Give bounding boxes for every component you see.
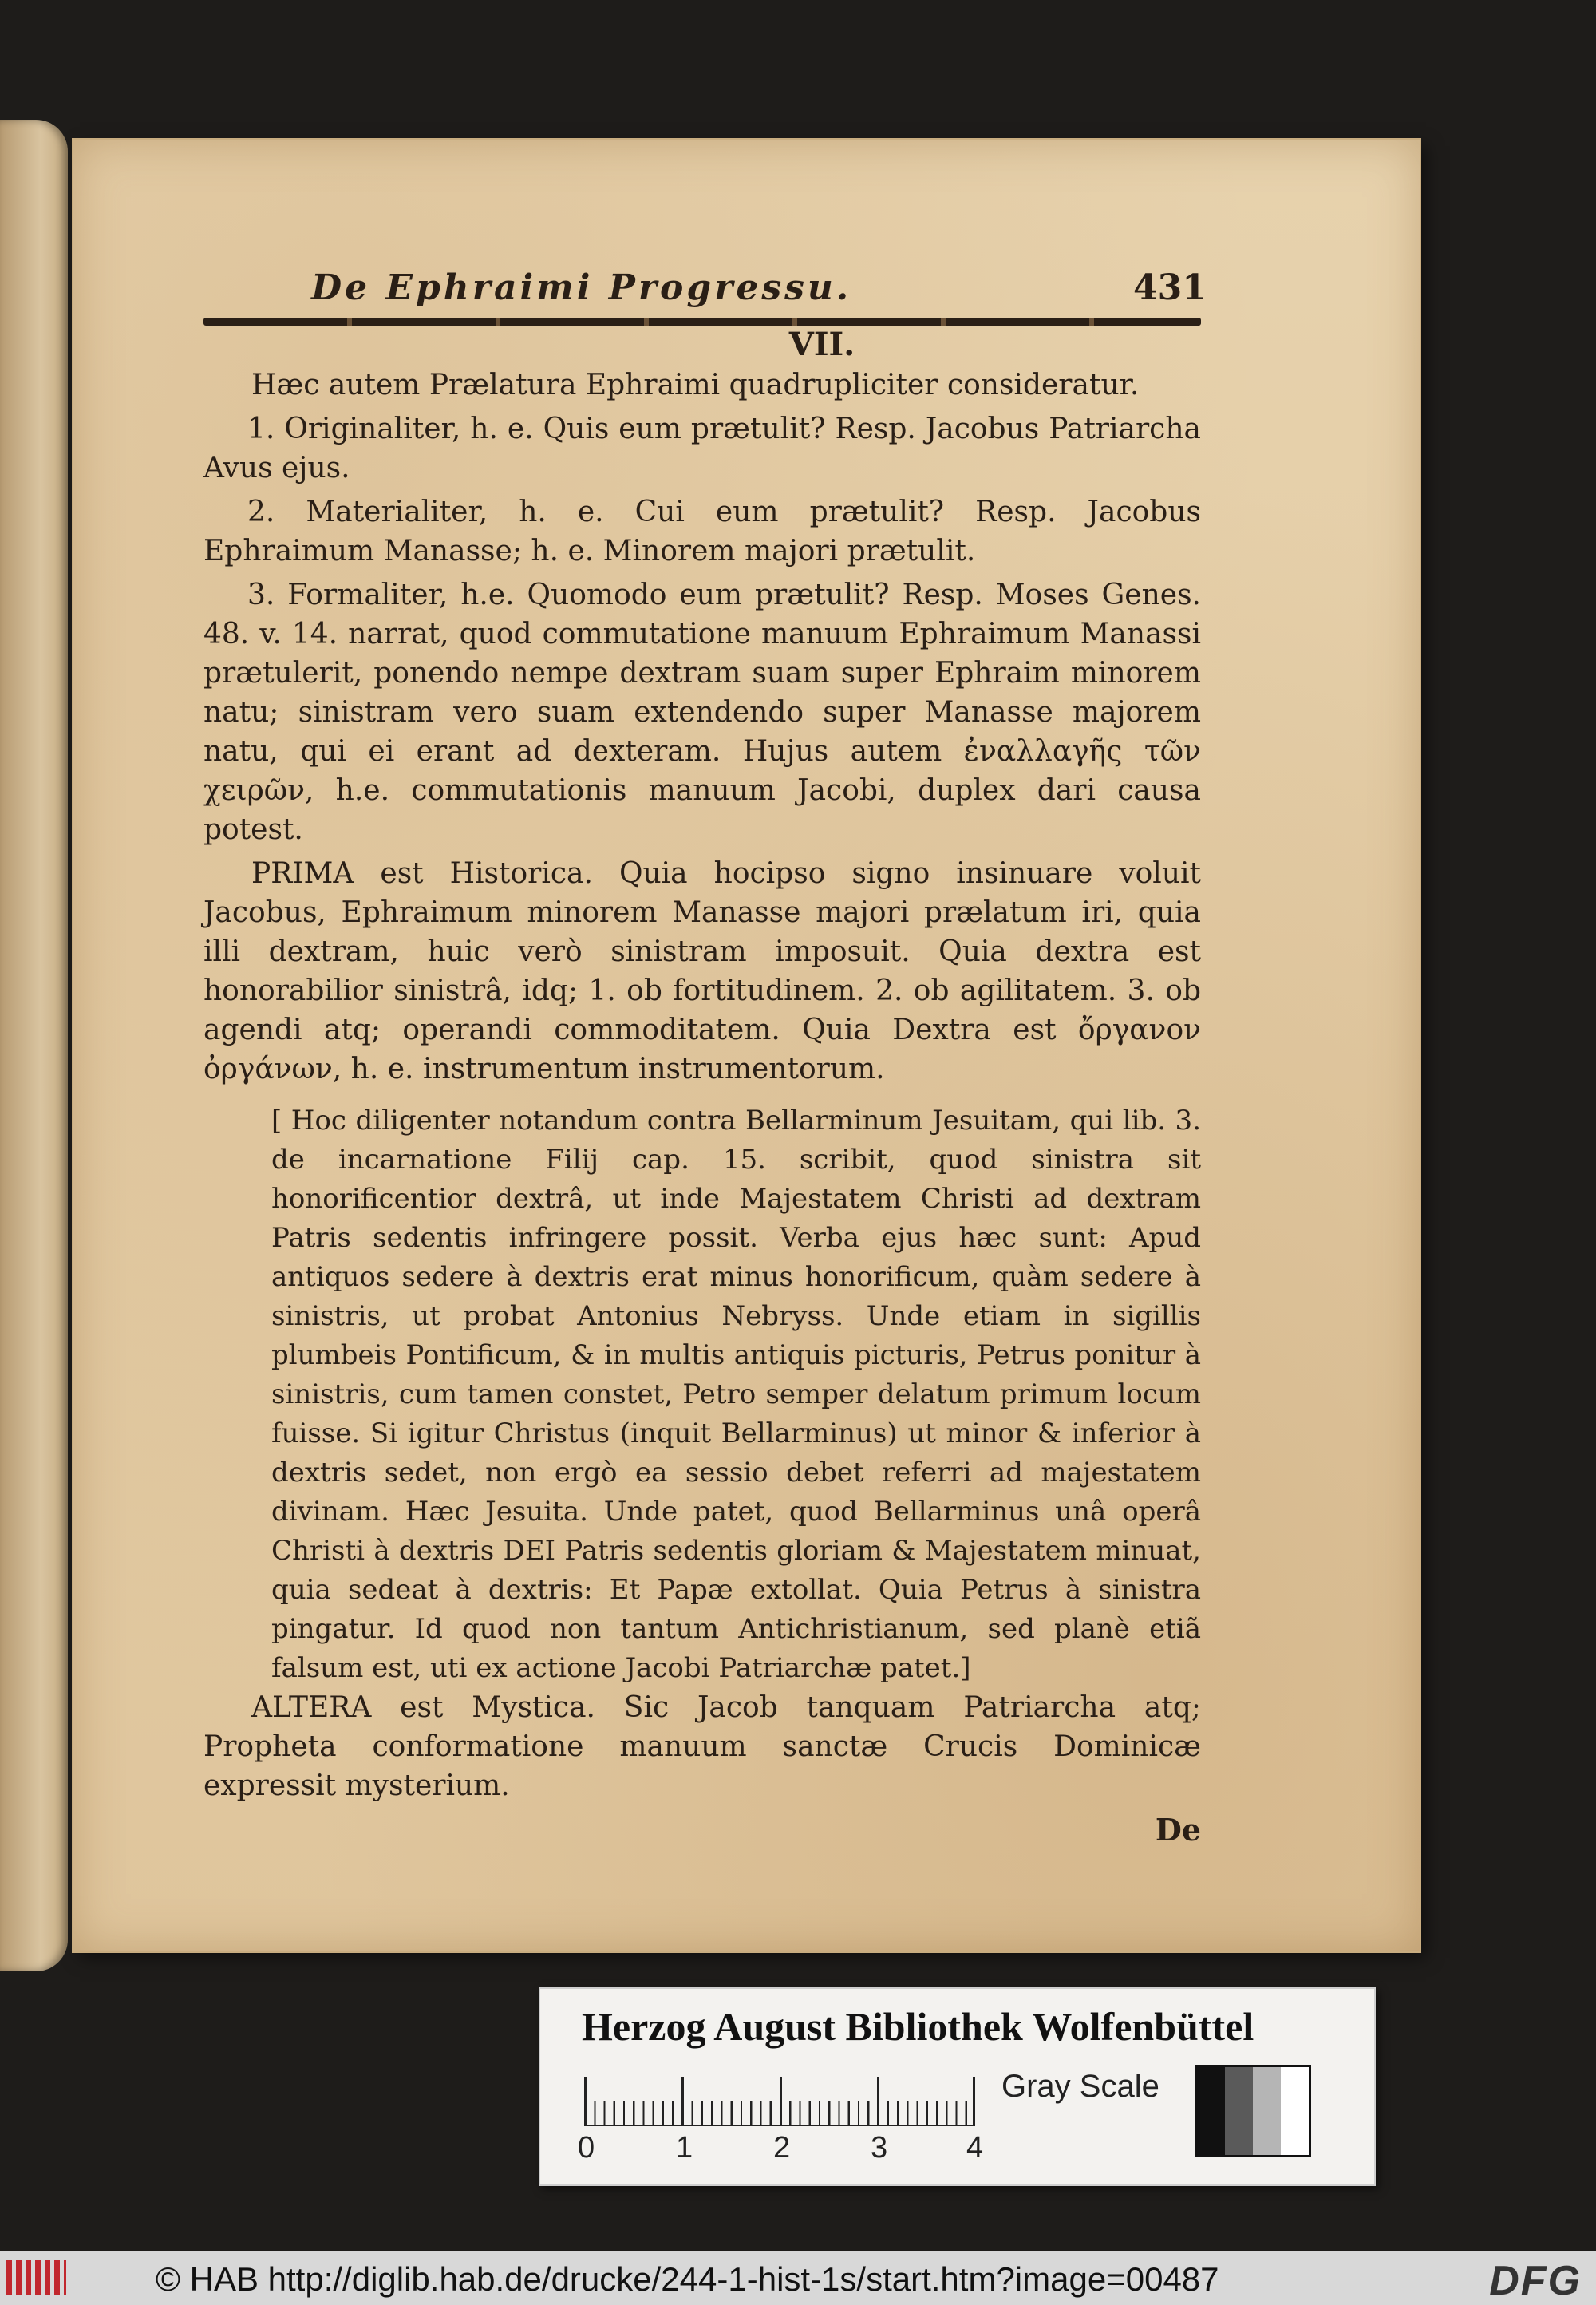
ruler-label-2: 2	[773, 2131, 791, 2165]
bracket-note: [ Hoc diligenter notandum contra Bellarminum Jesuitam, qui lib. 3. de incarnatione Filij cap. 15. scribit, quod sinistra sit honorificentior dextrâ, ut inde Majestatem Christi ad dextram Patris sedentis infringere possit. Verba ejus hæc sunt: Apud antiquos sedere à dextris erat minus honorificum, quàm sedere à sinistris, ut probat Antonius Nebryss. Unde etiam in sigillis plumbeis Pontificum, & in multis antiquis picturis, Petrus ponitur à sinistris, cum tamen constet, Petro semper delatum primum locum fuisse. Si igitur Christus (inquit Bellarminus) ut minor & inferior à dextris sedet, non ergò ea sessio debet referri ad majestatem divinam. Hæc Jesuita. Unde patet, quod Bellarminus unâ operâ Christi à dextris DEI Patris sedentis gloriam & Majestatem minuat, quia sedeat à dextris: Et Papæ extollat. Quia Petrus à sinistra pingatur. Id quod non tantum Antichristianum, sed planè etiã falsum est, uti ex actione Jacobi Patriarchæ patet.]	[271, 1105, 1201, 1684]
gray-swatches	[1195, 2065, 1311, 2157]
catchword: De	[1155, 1812, 1201, 1848]
ruler-label-4: 4	[966, 2131, 984, 2165]
running-head: De Ephraimi Progressu.	[311, 267, 852, 308]
hab-logo-icon	[6, 2260, 66, 2295]
ruler-label-3: 3	[871, 2131, 888, 2165]
swatch-black	[1197, 2067, 1225, 2155]
swatch-white	[1281, 2067, 1309, 2155]
body-text	[203, 366, 1201, 1849]
color-scale-card	[539, 1987, 1376, 2186]
dfg-logo: DFG	[1489, 2258, 1582, 2304]
library-name: Herzog August Bibliothek Wolfenbüttel	[582, 2004, 1254, 2049]
gray-scale-label: Gray Scale	[1001, 2069, 1159, 2104]
footer-bar	[0, 2251, 1596, 2305]
facing-page-edge	[0, 120, 68, 1971]
item-materialiter: 2. Materialiter, h. e. Cui eum prætulit? Resp. Jacobus Ephraimum Manasse; h. e. Minorem majori prætulit.	[203, 496, 1201, 567]
intro-paragraph: Hæc autem Prælatura Ephraimi quadrupliciter consideratur.	[251, 369, 1140, 401]
swatch-light-gray	[1253, 2067, 1281, 2155]
ruler	[584, 2069, 975, 2126]
page-number: 431	[1133, 267, 1207, 308]
ruler-label-0: 0	[578, 2131, 595, 2165]
footer-source-link[interactable]: © HAB http://diglib.hab.de/drucke/244-1-hist-1s/start.htm?image=00487	[156, 2260, 1219, 2298]
paragraph-altera: ALTERA est Mystica. Sic Jacob tanquam Patriarcha atq; Propheta conformatione manuum sanctæ Crucis Dominicæ expressit mysterium.	[203, 1691, 1201, 1802]
item-formaliter: 3. Formaliter, h.e. Quomodo eum prætulit? Resp. Moses Genes. 48. v. 14. narrat, quod commutatione manuum Ephraimum Manassi prætulerit, ponendo nempe dextram suam super Ephraim minorem natu; sinistram vero suam extendendo super Manasse majorem natu, qui ei erant ad dexteram. Hujus autem ἐναλλαγῆς τῶν χειρῶν, h.e. commutationis manuum Jacobi, duplex dari causa potest.	[203, 579, 1201, 846]
ruler-label-1: 1	[676, 2131, 693, 2165]
item-originaliter: 1. Originaliter, h. e. Quis eum prætulit? Resp. Jacobus Patriarcha Avus ejus.	[203, 413, 1201, 484]
paragraph-prima: PRIMA est Historica. Quia hocipso signo insinuare voluit Jacobus, Ephraimum minorem Manasse majori prælatum iri, quia illi dextram, huic verò sinistram imposuit. Quia dextra est honorabilior sinistrâ, idq; 1. ob fortitudinem. 2. ob agilitatem. 3. ob agendi atq; operandi commoditatem. Quia Dextra est ὄργανον ὀργάνων, h. e. instrumentum instrumentorum.	[203, 857, 1201, 1085]
head-rule	[203, 318, 1201, 326]
section-number: VII.	[788, 326, 855, 363]
swatch-dark-gray	[1225, 2067, 1253, 2155]
